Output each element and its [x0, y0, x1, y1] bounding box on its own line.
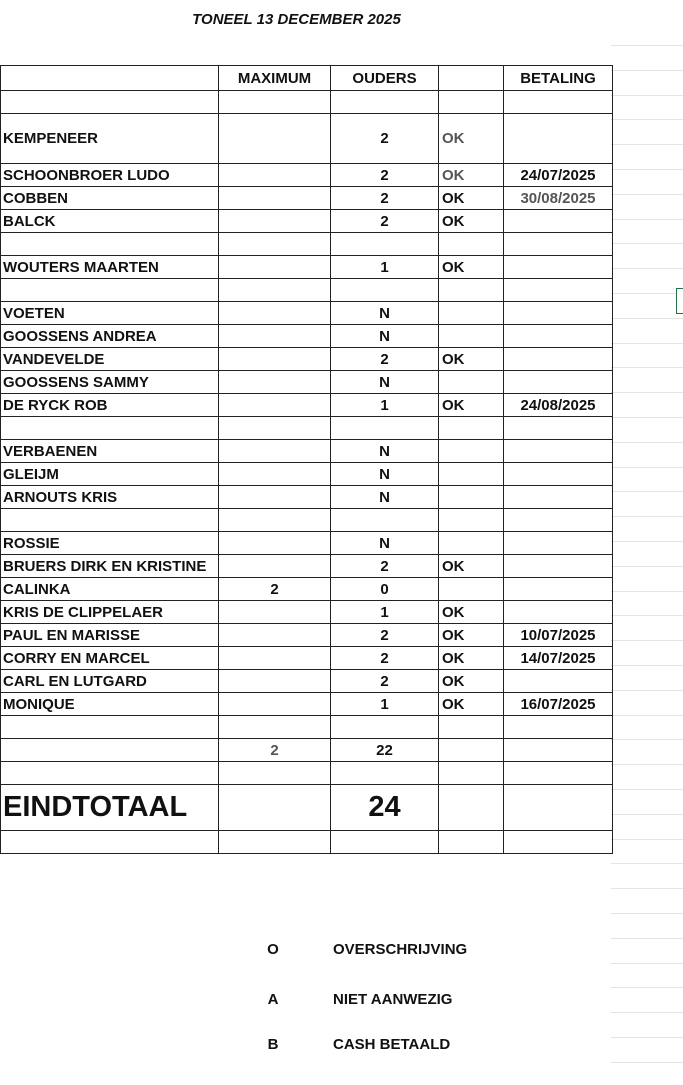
- cell-ouders[interactable]: [331, 417, 439, 440]
- header-betaling: BETALING: [504, 66, 613, 91]
- cell-status[interactable]: OK: [439, 394, 504, 417]
- cell-betaling[interactable]: [504, 716, 613, 739]
- table-row: [1, 670, 613, 693]
- cell-maximum[interactable]: [219, 601, 331, 624]
- cell-betaling[interactable]: 10/07/2025: [504, 624, 613, 647]
- gridline: [611, 888, 683, 889]
- cell-name[interactable]: WOUTERS MAARTEN: [1, 256, 219, 279]
- cell-status[interactable]: OK: [439, 624, 504, 647]
- cell-ouders[interactable]: 1: [331, 693, 439, 716]
- cell-maximum[interactable]: [219, 486, 331, 509]
- cell-ouders[interactable]: N: [331, 532, 439, 555]
- cell-betaling[interactable]: [504, 532, 613, 555]
- cell-name[interactable]: ARNOUTS KRIS: [1, 486, 219, 509]
- cell-betaling[interactable]: 30/08/2025: [504, 187, 613, 210]
- legend-code: A: [267, 991, 279, 1008]
- table-row: [1, 509, 613, 532]
- cell-name[interactable]: CALINKA: [1, 578, 219, 601]
- table-row: [1, 440, 613, 463]
- cell-status[interactable]: OK: [439, 647, 504, 670]
- cell-ouders[interactable]: 2: [331, 647, 439, 670]
- cell-maximum[interactable]: 2: [219, 739, 331, 762]
- cell-name[interactable]: PAUL EN MARISSE: [1, 624, 219, 647]
- cell-betaling[interactable]: [504, 114, 613, 164]
- cell-betaling[interactable]: [504, 578, 613, 601]
- cell-betaling[interactable]: [504, 739, 613, 762]
- cell-maximum[interactable]: [219, 394, 331, 417]
- cell-ouders[interactable]: 2: [331, 164, 439, 187]
- cell-ouders[interactable]: [331, 279, 439, 302]
- cell-status[interactable]: [439, 831, 504, 854]
- cell-maximum[interactable]: [219, 256, 331, 279]
- gridline: [611, 417, 683, 418]
- gridline: [611, 591, 683, 592]
- cell-ouders[interactable]: N: [331, 440, 439, 463]
- table-row: [1, 693, 613, 716]
- cell-status[interactable]: [439, 371, 504, 394]
- cell-name[interactable]: GOOSSENS SAMMY: [1, 371, 219, 394]
- cell-name[interactable]: MONIQUE: [1, 693, 219, 716]
- gridline: [611, 119, 683, 120]
- cell-name[interactable]: EINDTOTAAL: [1, 785, 219, 831]
- gridline: [611, 665, 683, 666]
- cell-maximum[interactable]: [219, 555, 331, 578]
- cell-name[interactable]: [1, 509, 219, 532]
- gridline: [611, 194, 683, 195]
- cell-status[interactable]: [439, 233, 504, 256]
- table-row: [1, 302, 613, 325]
- cell-name[interactable]: KRIS DE CLIPPELAER: [1, 601, 219, 624]
- cell-status[interactable]: [439, 509, 504, 532]
- cell-name[interactable]: KEMPENEER: [1, 114, 219, 164]
- gridline: [611, 293, 683, 294]
- cell-status[interactable]: OK: [439, 601, 504, 624]
- cell-name[interactable]: BRUERS DIRK EN KRISTINE: [1, 555, 219, 578]
- legend-label: CASH BETAALD: [333, 1036, 451, 1053]
- cell-betaling[interactable]: [504, 256, 613, 279]
- gridline: [611, 467, 683, 468]
- gridline: [611, 987, 683, 988]
- cell-maximum[interactable]: [219, 210, 331, 233]
- cell-name[interactable]: [1, 417, 219, 440]
- sheet-title: TONEEL 13 DECEMBER 2025: [192, 11, 401, 28]
- cell-name[interactable]: [1, 233, 219, 256]
- cell-betaling[interactable]: [504, 670, 613, 693]
- cell-status[interactable]: [439, 325, 504, 348]
- cell-maximum[interactable]: [219, 670, 331, 693]
- cell-status[interactable]: [439, 279, 504, 302]
- cell-name[interactable]: VANDEVELDE: [1, 348, 219, 371]
- table-row: [1, 739, 613, 762]
- cell-status[interactable]: [439, 440, 504, 463]
- cell-maximum[interactable]: [219, 624, 331, 647]
- legend-code: B: [267, 1036, 279, 1053]
- gridline: [611, 814, 683, 815]
- cell-maximum[interactable]: [219, 693, 331, 716]
- cell-ouders[interactable]: 2: [331, 670, 439, 693]
- cell-status[interactable]: [439, 91, 504, 114]
- gridline: [611, 392, 683, 393]
- gridline: [611, 739, 683, 740]
- legend-label: OVERSCHRIJVING: [333, 941, 468, 958]
- cell-ouders[interactable]: 2: [331, 624, 439, 647]
- selected-cell[interactable]: [676, 288, 683, 314]
- gridline: [611, 318, 683, 319]
- cell-ouders[interactable]: 2: [331, 348, 439, 371]
- cell-betaling[interactable]: [504, 463, 613, 486]
- cell-maximum[interactable]: [219, 325, 331, 348]
- cell-status[interactable]: [439, 716, 504, 739]
- cell-status[interactable]: OK: [439, 210, 504, 233]
- cell-status[interactable]: [439, 486, 504, 509]
- cell-status[interactable]: [439, 739, 504, 762]
- legend-code: O: [267, 941, 279, 958]
- table-row: [1, 348, 613, 371]
- cell-status[interactable]: OK: [439, 693, 504, 716]
- cell-name[interactable]: COBBEN: [1, 187, 219, 210]
- table-row: [1, 716, 613, 739]
- table-row: [1, 831, 613, 854]
- cell-name[interactable]: GOOSSENS ANDREA: [1, 325, 219, 348]
- cell-ouders[interactable]: 1: [331, 394, 439, 417]
- cell-maximum[interactable]: [219, 348, 331, 371]
- cell-name[interactable]: [1, 739, 219, 762]
- header-ouders: OUDERS: [331, 66, 439, 91]
- cell-ouders[interactable]: 24: [331, 785, 439, 831]
- cell-betaling[interactable]: [504, 210, 613, 233]
- cell-ouders[interactable]: N: [331, 371, 439, 394]
- gridline: [611, 1062, 683, 1063]
- legend-item: [263, 1036, 451, 1053]
- table-row: [1, 762, 613, 785]
- cell-name[interactable]: ROSSIE: [1, 532, 219, 555]
- gridline: [611, 863, 683, 864]
- cell-name[interactable]: [1, 716, 219, 739]
- cell-name[interactable]: [1, 762, 219, 785]
- gridline: [611, 144, 683, 145]
- cell-ouders[interactable]: 2: [331, 114, 439, 164]
- table-row: [1, 647, 613, 670]
- cell-ouders[interactable]: N: [331, 463, 439, 486]
- cell-betaling[interactable]: [504, 325, 613, 348]
- gridline: [611, 764, 683, 765]
- table-row: [1, 555, 613, 578]
- cell-ouders[interactable]: [331, 762, 439, 785]
- legend-item: [263, 991, 453, 1008]
- cell-maximum[interactable]: [219, 302, 331, 325]
- cell-betaling[interactable]: 14/07/2025: [504, 647, 613, 670]
- header-name: [1, 66, 219, 91]
- gridline: [611, 343, 683, 344]
- cell-maximum[interactable]: [219, 417, 331, 440]
- header-maximum: MAXIMUM: [219, 66, 331, 91]
- table-row: [1, 601, 613, 624]
- cell-betaling[interactable]: [504, 371, 613, 394]
- table-row: [1, 417, 613, 440]
- cell-ouders[interactable]: 1: [331, 256, 439, 279]
- cell-maximum[interactable]: [219, 233, 331, 256]
- cell-status[interactable]: OK: [439, 164, 504, 187]
- cell-maximum[interactable]: [219, 762, 331, 785]
- cell-maximum[interactable]: [219, 532, 331, 555]
- cell-betaling[interactable]: [504, 486, 613, 509]
- cell-ouders[interactable]: [331, 509, 439, 532]
- cell-ouders[interactable]: 1: [331, 601, 439, 624]
- cell-maximum[interactable]: [219, 785, 331, 831]
- cell-ouders[interactable]: N: [331, 325, 439, 348]
- cell-maximum[interactable]: [219, 91, 331, 114]
- cell-name[interactable]: [1, 831, 219, 854]
- cell-status[interactable]: [439, 463, 504, 486]
- gridline: [611, 690, 683, 691]
- cell-maximum[interactable]: [219, 279, 331, 302]
- cell-ouders[interactable]: N: [331, 302, 439, 325]
- cell-maximum[interactable]: [219, 509, 331, 532]
- cell-betaling[interactable]: [504, 417, 613, 440]
- gridline: [611, 715, 683, 716]
- gridline: [611, 243, 683, 244]
- table-row: [1, 279, 613, 302]
- cell-ouders[interactable]: N: [331, 486, 439, 509]
- cell-name[interactable]: SCHOONBROER LUDO: [1, 164, 219, 187]
- gridline: [611, 913, 683, 914]
- attendance-table: [0, 65, 613, 854]
- cell-name[interactable]: [1, 91, 219, 114]
- gridline: [611, 839, 683, 840]
- table-row: [1, 210, 613, 233]
- cell-maximum[interactable]: [219, 440, 331, 463]
- cell-maximum[interactable]: [219, 164, 331, 187]
- table-row: [1, 233, 613, 256]
- table-row: [1, 532, 613, 555]
- cell-maximum[interactable]: [219, 647, 331, 670]
- cell-maximum[interactable]: [219, 463, 331, 486]
- cell-ouders[interactable]: [331, 831, 439, 854]
- cell-name[interactable]: CARL EN LUTGARD: [1, 670, 219, 693]
- cell-maximum[interactable]: [219, 114, 331, 164]
- table-row: [1, 91, 613, 114]
- table-row: [1, 785, 613, 831]
- gridline: [611, 219, 683, 220]
- gridline: [611, 541, 683, 542]
- cell-name[interactable]: VERBAENEN: [1, 440, 219, 463]
- cell-maximum[interactable]: [219, 371, 331, 394]
- table-row: [1, 256, 613, 279]
- cell-betaling[interactable]: 24/07/2025: [504, 164, 613, 187]
- header-row: [1, 66, 613, 91]
- gridline: [611, 615, 683, 616]
- cell-status[interactable]: [439, 578, 504, 601]
- cell-name[interactable]: [1, 279, 219, 302]
- cell-betaling[interactable]: [504, 279, 613, 302]
- table-row: [1, 463, 613, 486]
- cell-status[interactable]: [439, 417, 504, 440]
- cell-name[interactable]: DE RYCK ROB: [1, 394, 219, 417]
- cell-status[interactable]: OK: [439, 348, 504, 371]
- gridline: [611, 1037, 683, 1038]
- cell-ouders[interactable]: 0: [331, 578, 439, 601]
- cell-name[interactable]: CORRY EN MARCEL: [1, 647, 219, 670]
- cell-betaling[interactable]: [504, 509, 613, 532]
- cell-name[interactable]: BALCK: [1, 210, 219, 233]
- gridline: [611, 268, 683, 269]
- gridline: [611, 938, 683, 939]
- gridline: [611, 169, 683, 170]
- cell-status[interactable]: OK: [439, 670, 504, 693]
- gridline: [611, 1012, 683, 1013]
- cell-status[interactable]: [439, 532, 504, 555]
- gridline: [611, 516, 683, 517]
- cell-betaling[interactable]: [504, 440, 613, 463]
- cell-ouders[interactable]: 2: [331, 555, 439, 578]
- gridline: [611, 491, 683, 492]
- table-row: [1, 187, 613, 210]
- cell-status[interactable]: OK: [439, 114, 504, 164]
- gridline: [611, 640, 683, 641]
- cell-betaling[interactable]: [504, 785, 613, 831]
- cell-ouders[interactable]: [331, 91, 439, 114]
- cell-ouders[interactable]: [331, 716, 439, 739]
- cell-status[interactable]: OK: [439, 256, 504, 279]
- cell-maximum[interactable]: [219, 187, 331, 210]
- cell-betaling[interactable]: [504, 555, 613, 578]
- gridline: [611, 45, 683, 46]
- cell-betaling[interactable]: [504, 233, 613, 256]
- table-row: [1, 394, 613, 417]
- cell-betaling[interactable]: [504, 348, 613, 371]
- cell-betaling[interactable]: [504, 831, 613, 854]
- cell-maximum[interactable]: [219, 716, 331, 739]
- gridline: [611, 367, 683, 368]
- header-status: [439, 66, 504, 91]
- table-row: [1, 578, 613, 601]
- cell-ouders[interactable]: 2: [331, 210, 439, 233]
- table-row: [1, 371, 613, 394]
- legend-item: [263, 941, 468, 958]
- table-row: [1, 486, 613, 509]
- table-row: [1, 164, 613, 187]
- cell-betaling[interactable]: 16/07/2025: [504, 693, 613, 716]
- cell-status[interactable]: OK: [439, 555, 504, 578]
- cell-betaling[interactable]: [504, 601, 613, 624]
- cell-name[interactable]: VOETEN: [1, 302, 219, 325]
- cell-ouders[interactable]: 22: [331, 739, 439, 762]
- table-row: [1, 624, 613, 647]
- legend-label: NIET AANWEZIG: [333, 991, 453, 1008]
- cell-betaling[interactable]: [504, 91, 613, 114]
- table-row: [1, 325, 613, 348]
- cell-status[interactable]: [439, 762, 504, 785]
- gridline: [611, 566, 683, 567]
- gridline: [611, 95, 683, 96]
- cell-ouders[interactable]: [331, 233, 439, 256]
- cell-name[interactable]: GLEIJM: [1, 463, 219, 486]
- cell-betaling[interactable]: [504, 302, 613, 325]
- cell-ouders[interactable]: 2: [331, 187, 439, 210]
- cell-betaling[interactable]: [504, 762, 613, 785]
- table-row: [1, 114, 613, 164]
- gridline: [611, 963, 683, 964]
- cell-status[interactable]: [439, 785, 504, 831]
- gridline: [611, 70, 683, 71]
- cell-status[interactable]: OK: [439, 187, 504, 210]
- gridline: [611, 442, 683, 443]
- cell-status[interactable]: [439, 302, 504, 325]
- cell-betaling[interactable]: 24/08/2025: [504, 394, 613, 417]
- cell-maximum[interactable]: 2: [219, 578, 331, 601]
- cell-maximum[interactable]: [219, 831, 331, 854]
- gridline: [611, 789, 683, 790]
